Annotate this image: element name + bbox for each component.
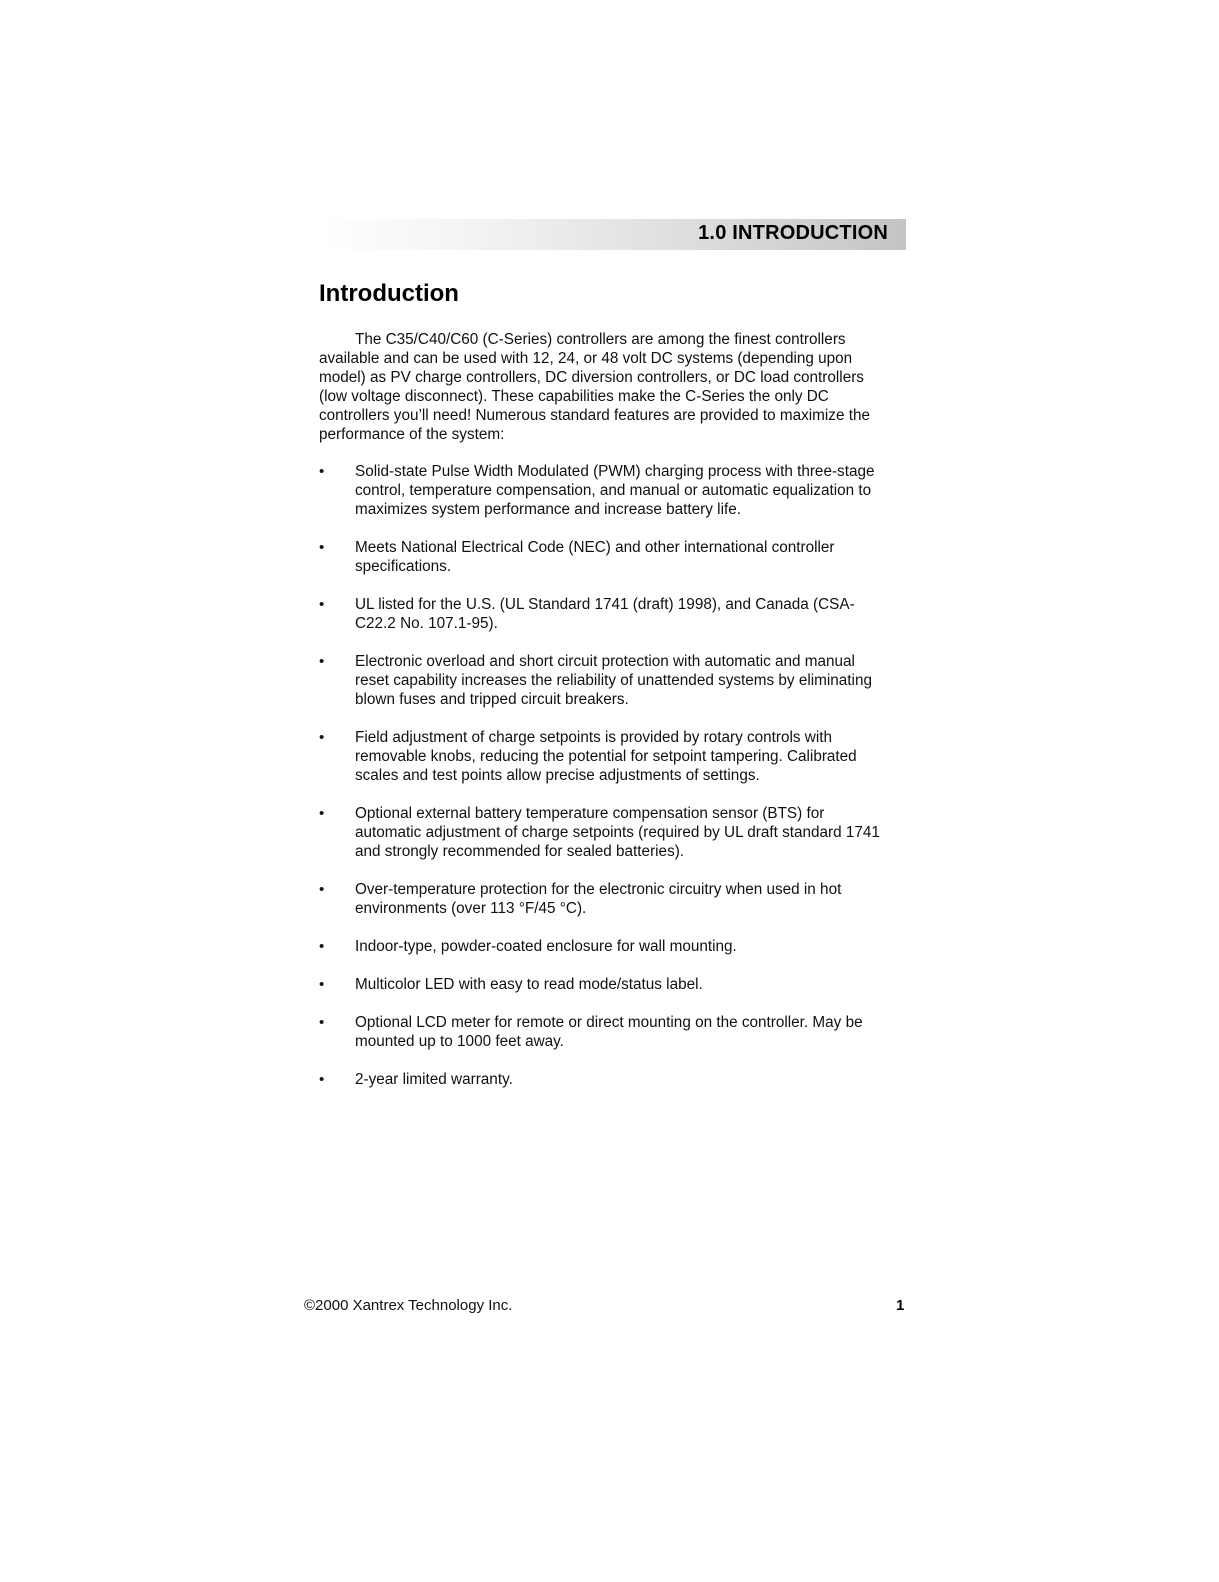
feature-text: 2-year limited warranty.	[355, 1071, 513, 1088]
feature-list	[319, 462, 891, 1108]
feature-item-bts-sensor	[319, 804, 891, 861]
feature-text: Optional LCD meter for remote or direct mounting on the controller. May be mounted up to 1000 feet away.	[355, 1014, 863, 1050]
feature-text: Indoor-type, powder-coated enclosure for wall mounting.	[355, 938, 737, 955]
feature-item-nec	[319, 538, 891, 576]
feature-text: Field adjustment of charge setpoints is provided by rotary controls with removable knobs, reducing the potential for setpoint tampering. Calibrated scales and test points allow precise adjustments of settings.	[355, 729, 857, 784]
bullet-icon: •	[319, 1071, 325, 1088]
feature-item-overload-protection	[319, 652, 891, 709]
bullet-icon: •	[319, 729, 325, 746]
feature-text: Optional external battery temperature compensation sensor (BTS) for automatic adjustment of charge setpoints (required by UL draft standard 1741 and strongly recommended for sealed batteries).	[355, 805, 880, 860]
footer-copyright: ©2000 Xantrex Technology Inc.	[304, 1297, 513, 1314]
bullet-icon: •	[319, 881, 325, 898]
bullet-icon: •	[319, 805, 325, 822]
bullet-icon: •	[319, 938, 325, 955]
intro-paragraph: The C35/C40/C60 (C-Series) controllers are among the finest controllers available and can be used with 12, 24, or 48 volt DC systems (depending upon model) as PV charge controllers, DC diversion controllers, or DC load controllers (low voltage disconnect). These capabilities make the C-Series the only DC controllers you’ll need! Numerous standard features are provided to maximize the performance of the system:	[319, 331, 870, 443]
feature-item-ul-listed	[319, 595, 891, 633]
feature-text: Electronic overload and short circuit protection with automatic and manual reset capability increases the reliability of unattended systems by eliminating blown fuses and tripped circuit breakers.	[355, 653, 872, 708]
section-title: 1.0 INTRODUCTION	[698, 222, 888, 244]
feature-item-field-adjustment	[319, 728, 891, 785]
feature-text: Meets National Electrical Code (NEC) and other international controller specifications.	[355, 539, 835, 575]
feature-item-over-temperature	[319, 880, 891, 918]
bullet-icon: •	[319, 596, 325, 613]
feature-text: Multicolor LED with easy to read mode/status label.	[355, 976, 703, 993]
bullet-icon: •	[319, 653, 325, 670]
feature-item-enclosure	[319, 937, 891, 956]
feature-item-led	[319, 975, 891, 994]
page-heading: Introduction	[319, 280, 459, 307]
feature-item-lcd-meter	[319, 1013, 891, 1051]
feature-text: UL listed for the U.S. (UL Standard 1741 (draft) 1998), and Canada (CSA-C22.2 No. 107.1-95).	[355, 596, 855, 632]
section-header-bar	[322, 219, 906, 250]
page-number: 1	[896, 1297, 905, 1314]
feature-item-warranty	[319, 1070, 891, 1089]
bullet-icon: •	[319, 1014, 325, 1031]
bullet-icon: •	[319, 976, 325, 993]
bullet-icon: •	[319, 463, 325, 480]
feature-item-pwm	[319, 462, 891, 519]
bullet-icon: •	[319, 539, 325, 556]
feature-text: Over-temperature protection for the electronic circuitry when used in hot environments (over 113 °F/45 °C).	[355, 881, 842, 917]
feature-text: Solid-state Pulse Width Modulated (PWM) charging process with three-stage control, temperature compensation, and manual or automatic equalization to maximizes system performance and increase battery life.	[355, 463, 875, 518]
